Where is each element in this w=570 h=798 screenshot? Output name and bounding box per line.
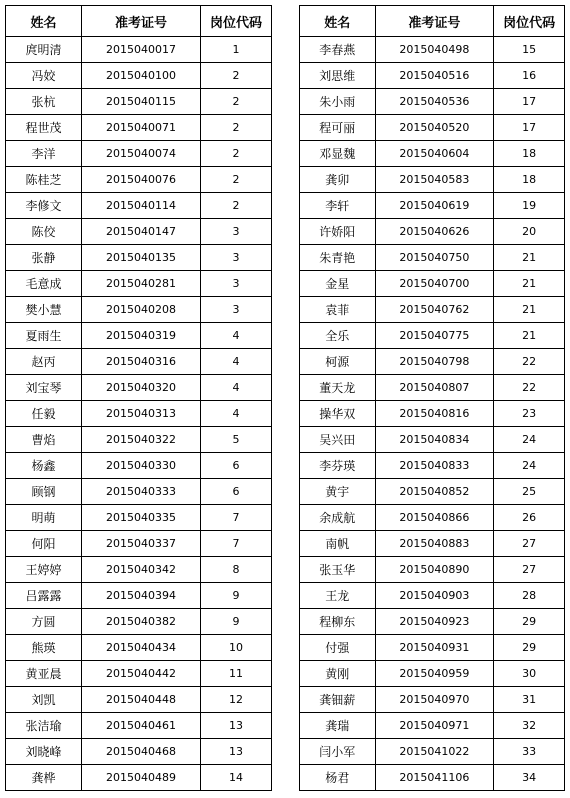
cell-name: 曹焰: [6, 427, 82, 453]
cell-exam-id: 2015040816: [375, 401, 494, 427]
cell-exam-id: 2015040394: [82, 583, 201, 609]
table-row: [300, 219, 565, 245]
cell-position-code: 2: [201, 89, 272, 115]
cell-position-code: 7: [201, 531, 272, 557]
cell-name: 龚桦: [6, 765, 82, 791]
cell-position-code: 6: [201, 453, 272, 479]
cell-exam-id: 2015040883: [375, 531, 494, 557]
cell-name: 庹明清: [6, 37, 82, 63]
table-row: [300, 297, 565, 323]
table-row: [300, 63, 565, 89]
cell-exam-id: 2015040342: [82, 557, 201, 583]
cell-exam-id: 2015040970: [375, 687, 494, 713]
cell-name: 全乐: [300, 323, 376, 349]
table-row: [300, 583, 565, 609]
cell-name: 毛意成: [6, 271, 82, 297]
cell-position-code: 13: [201, 713, 272, 739]
cell-exam-id: 2015040017: [82, 37, 201, 63]
cell-exam-id: 2015040319: [82, 323, 201, 349]
cell-name: 张静: [6, 245, 82, 271]
cell-position-code: 24: [494, 453, 565, 479]
header-name: 姓名: [6, 6, 82, 37]
cell-exam-id: 2015041106: [375, 765, 494, 791]
cell-position-code: 14: [201, 765, 272, 791]
cell-position-code: 32: [494, 713, 565, 739]
cell-name: 王龙: [300, 583, 376, 609]
cell-position-code: 2: [201, 141, 272, 167]
cell-exam-id: 2015040335: [82, 505, 201, 531]
cell-position-code: 4: [201, 323, 272, 349]
cell-exam-id: 2015040074: [82, 141, 201, 167]
table-row: [6, 89, 272, 115]
cell-exam-id: 2015040330: [82, 453, 201, 479]
cell-exam-id: 2015040468: [82, 739, 201, 765]
cell-name: 程柳东: [300, 609, 376, 635]
cell-name: 赵丙: [6, 349, 82, 375]
cell-name: 袁菲: [300, 297, 376, 323]
table-row: [6, 687, 272, 713]
cell-position-code: 27: [494, 557, 565, 583]
cell-position-code: 2: [201, 167, 272, 193]
cell-exam-id: 2015040604: [375, 141, 494, 167]
cell-exam-id: 2015040834: [375, 427, 494, 453]
table-row: [300, 141, 565, 167]
table-row: [6, 453, 272, 479]
cell-name: 王婷婷: [6, 557, 82, 583]
cell-position-code: 22: [494, 375, 565, 401]
cell-position-code: 7: [201, 505, 272, 531]
cell-position-code: 20: [494, 219, 565, 245]
table-row: [6, 635, 272, 661]
table-row: [300, 453, 565, 479]
cell-exam-id: 2015040333: [82, 479, 201, 505]
cell-name: 刘凯: [6, 687, 82, 713]
cell-exam-id: 2015040434: [82, 635, 201, 661]
cell-name: 闫小军: [300, 739, 376, 765]
table-row: [300, 37, 565, 63]
cell-name: 张杭: [6, 89, 82, 115]
cell-position-code: 18: [494, 167, 565, 193]
cell-position-code: 33: [494, 739, 565, 765]
table-row: [6, 531, 272, 557]
cell-position-code: 19: [494, 193, 565, 219]
cell-name: 李芬瑛: [300, 453, 376, 479]
cell-name: 黄宇: [300, 479, 376, 505]
cell-exam-id: 2015040337: [82, 531, 201, 557]
cell-position-code: 26: [494, 505, 565, 531]
cell-position-code: 8: [201, 557, 272, 583]
cell-position-code: 6: [201, 479, 272, 505]
table-row: [300, 687, 565, 713]
cell-exam-id: 2015040442: [82, 661, 201, 687]
table-body-right: [300, 37, 565, 791]
cell-exam-id: 2015040890: [375, 557, 494, 583]
table-row: [6, 375, 272, 401]
table-row: [300, 479, 565, 505]
cell-position-code: 30: [494, 661, 565, 687]
table-row: [6, 713, 272, 739]
table-row: [300, 661, 565, 687]
cell-exam-id: 2015040076: [82, 167, 201, 193]
cell-name: 吴兴田: [300, 427, 376, 453]
cell-exam-id: 2015040959: [375, 661, 494, 687]
cell-exam-id: 2015040382: [82, 609, 201, 635]
table-row: [6, 505, 272, 531]
cell-exam-id: 2015040322: [82, 427, 201, 453]
cell-name: 陈佼: [6, 219, 82, 245]
cell-position-code: 17: [494, 89, 565, 115]
cell-exam-id: 2015040115: [82, 89, 201, 115]
cell-name: 龚钿薪: [300, 687, 376, 713]
table-row: [300, 557, 565, 583]
cell-position-code: 16: [494, 63, 565, 89]
cell-position-code: 2: [201, 193, 272, 219]
cell-exam-id: 2015040100: [82, 63, 201, 89]
cell-exam-id: 2015040931: [375, 635, 494, 661]
table-row: [6, 479, 272, 505]
cell-exam-id: 2015040619: [375, 193, 494, 219]
cell-name: 明萌: [6, 505, 82, 531]
table-row: [300, 375, 565, 401]
cell-name: 张玉华: [300, 557, 376, 583]
cell-name: 李修文: [6, 193, 82, 219]
table-row: [300, 323, 565, 349]
cell-exam-id: 2015040516: [375, 63, 494, 89]
table-row: [300, 609, 565, 635]
header-row: [300, 6, 565, 37]
table-row: [300, 531, 565, 557]
cell-name: 刘宝琴: [6, 375, 82, 401]
cell-name: 龚瑞: [300, 713, 376, 739]
candidate-table-left: [5, 5, 272, 791]
cell-position-code: 31: [494, 687, 565, 713]
cell-exam-id: 2015040798: [375, 349, 494, 375]
table-row: [6, 37, 272, 63]
cell-name: 操华双: [300, 401, 376, 427]
header-row: [6, 6, 272, 37]
cell-position-code: 18: [494, 141, 565, 167]
cell-name: 刘思维: [300, 63, 376, 89]
cell-position-code: 22: [494, 349, 565, 375]
cell-exam-id: 2015040281: [82, 271, 201, 297]
cell-exam-id: 2015040448: [82, 687, 201, 713]
cell-name: 黄刚: [300, 661, 376, 687]
cell-name: 朱小雨: [300, 89, 376, 115]
cell-name: 何阳: [6, 531, 82, 557]
cell-name: 张洁瑜: [6, 713, 82, 739]
cell-position-code: 34: [494, 765, 565, 791]
cell-name: 程可丽: [300, 115, 376, 141]
table-row: [6, 609, 272, 635]
cell-name: 杨鑫: [6, 453, 82, 479]
cell-exam-id: 2015040971: [375, 713, 494, 739]
table-row: [6, 401, 272, 427]
cell-position-code: 5: [201, 427, 272, 453]
table-row: [6, 661, 272, 687]
table-row: [300, 115, 565, 141]
cell-position-code: 15: [494, 37, 565, 63]
cell-position-code: 1: [201, 37, 272, 63]
cell-position-code: 25: [494, 479, 565, 505]
cell-position-code: 2: [201, 115, 272, 141]
cell-exam-id: 2015040833: [375, 453, 494, 479]
cell-position-code: 17: [494, 115, 565, 141]
table-row: [300, 349, 565, 375]
table-row: [6, 739, 272, 765]
header-position-code: 岗位代码: [494, 6, 565, 37]
cell-position-code: 4: [201, 401, 272, 427]
cell-position-code: 21: [494, 323, 565, 349]
table-row: [6, 583, 272, 609]
cell-name: 陈桂芝: [6, 167, 82, 193]
header-exam-id: 准考证号: [82, 6, 201, 37]
cell-position-code: 29: [494, 609, 565, 635]
cell-exam-id: 2015040071: [82, 115, 201, 141]
cell-exam-id: 2015040320: [82, 375, 201, 401]
cell-position-code: 11: [201, 661, 272, 687]
candidate-table-right: [299, 5, 565, 791]
table-body-left: [6, 37, 272, 791]
cell-position-code: 28: [494, 583, 565, 609]
cell-position-code: 27: [494, 531, 565, 557]
cell-name: 黄亚晨: [6, 661, 82, 687]
cell-exam-id: 2015040750: [375, 245, 494, 271]
cell-exam-id: 2015040461: [82, 713, 201, 739]
cell-name: 付强: [300, 635, 376, 661]
cell-exam-id: 2015040700: [375, 271, 494, 297]
cell-exam-id: 2015040923: [375, 609, 494, 635]
table-row: [6, 219, 272, 245]
cell-name: 熊瑛: [6, 635, 82, 661]
table-row: [300, 427, 565, 453]
header-position-code: 岗位代码: [201, 6, 272, 37]
table-row: [6, 63, 272, 89]
table-row: [6, 245, 272, 271]
table-row: [6, 141, 272, 167]
table-row: [300, 193, 565, 219]
cell-name: 程世茂: [6, 115, 82, 141]
cell-name: 龚卯: [300, 167, 376, 193]
cell-position-code: 23: [494, 401, 565, 427]
cell-position-code: 4: [201, 375, 272, 401]
cell-exam-id: 2015040762: [375, 297, 494, 323]
cell-name: 柯源: [300, 349, 376, 375]
cell-position-code: 29: [494, 635, 565, 661]
cell-position-code: 24: [494, 427, 565, 453]
cell-name: 李洋: [6, 141, 82, 167]
cell-position-code: 3: [201, 271, 272, 297]
cell-name: 任毅: [6, 401, 82, 427]
cell-position-code: 21: [494, 245, 565, 271]
cell-name: 顾钢: [6, 479, 82, 505]
cell-exam-id: 2015041022: [375, 739, 494, 765]
table-row: [300, 245, 565, 271]
cell-position-code: 21: [494, 297, 565, 323]
table-row: [6, 115, 272, 141]
cell-position-code: 3: [201, 219, 272, 245]
cell-exam-id: 2015040583: [375, 167, 494, 193]
table-row: [6, 297, 272, 323]
cell-exam-id: 2015040626: [375, 219, 494, 245]
cell-exam-id: 2015040135: [82, 245, 201, 271]
cell-exam-id: 2015040807: [375, 375, 494, 401]
cell-position-code: 4: [201, 349, 272, 375]
table-row: [300, 401, 565, 427]
cell-position-code: 21: [494, 271, 565, 297]
cell-name: 吕露露: [6, 583, 82, 609]
cell-name: 许娇阳: [300, 219, 376, 245]
cell-name: 董天龙: [300, 375, 376, 401]
cell-exam-id: 2015040852: [375, 479, 494, 505]
table-row: [6, 323, 272, 349]
cell-name: 方圆: [6, 609, 82, 635]
cell-name: 邓显魏: [300, 141, 376, 167]
table-row: [300, 505, 565, 531]
cell-exam-id: 2015040536: [375, 89, 494, 115]
cell-exam-id: 2015040208: [82, 297, 201, 323]
cell-exam-id: 2015040313: [82, 401, 201, 427]
cell-name: 南帆: [300, 531, 376, 557]
cell-position-code: 9: [201, 583, 272, 609]
cell-position-code: 9: [201, 609, 272, 635]
header-exam-id: 准考证号: [375, 6, 494, 37]
cell-exam-id: 2015040520: [375, 115, 494, 141]
cell-exam-id: 2015040866: [375, 505, 494, 531]
table-row: [6, 167, 272, 193]
cell-name: 朱青艳: [300, 245, 376, 271]
cell-name: 李轩: [300, 193, 376, 219]
cell-position-code: 10: [201, 635, 272, 661]
cell-exam-id: 2015040316: [82, 349, 201, 375]
table-row: [6, 427, 272, 453]
cell-name: 李春燕: [300, 37, 376, 63]
cell-position-code: 13: [201, 739, 272, 765]
cell-exam-id: 2015040903: [375, 583, 494, 609]
table-row: [300, 167, 565, 193]
cell-name: 夏雨生: [6, 323, 82, 349]
table-row: [300, 739, 565, 765]
cell-name: 余成航: [300, 505, 376, 531]
candidate-tables: [5, 5, 565, 791]
table-row: [300, 713, 565, 739]
cell-exam-id: 2015040147: [82, 219, 201, 245]
cell-name: 杨君: [300, 765, 376, 791]
header-name: 姓名: [300, 6, 376, 37]
table-row: [300, 271, 565, 297]
cell-exam-id: 2015040114: [82, 193, 201, 219]
table-row: [300, 765, 565, 791]
cell-exam-id: 2015040489: [82, 765, 201, 791]
cell-position-code: 3: [201, 245, 272, 271]
cell-name: 刘晓峰: [6, 739, 82, 765]
table-row: [6, 349, 272, 375]
table-row: [6, 193, 272, 219]
table-row: [6, 557, 272, 583]
cell-position-code: 12: [201, 687, 272, 713]
table-row: [6, 271, 272, 297]
cell-position-code: 3: [201, 297, 272, 323]
table-row: [300, 635, 565, 661]
table-row: [300, 89, 565, 115]
cell-position-code: 2: [201, 63, 272, 89]
table-row: [6, 765, 272, 791]
cell-exam-id: 2015040775: [375, 323, 494, 349]
cell-name: 冯姣: [6, 63, 82, 89]
cell-exam-id: 2015040498: [375, 37, 494, 63]
cell-name: 樊小慧: [6, 297, 82, 323]
cell-name: 金星: [300, 271, 376, 297]
